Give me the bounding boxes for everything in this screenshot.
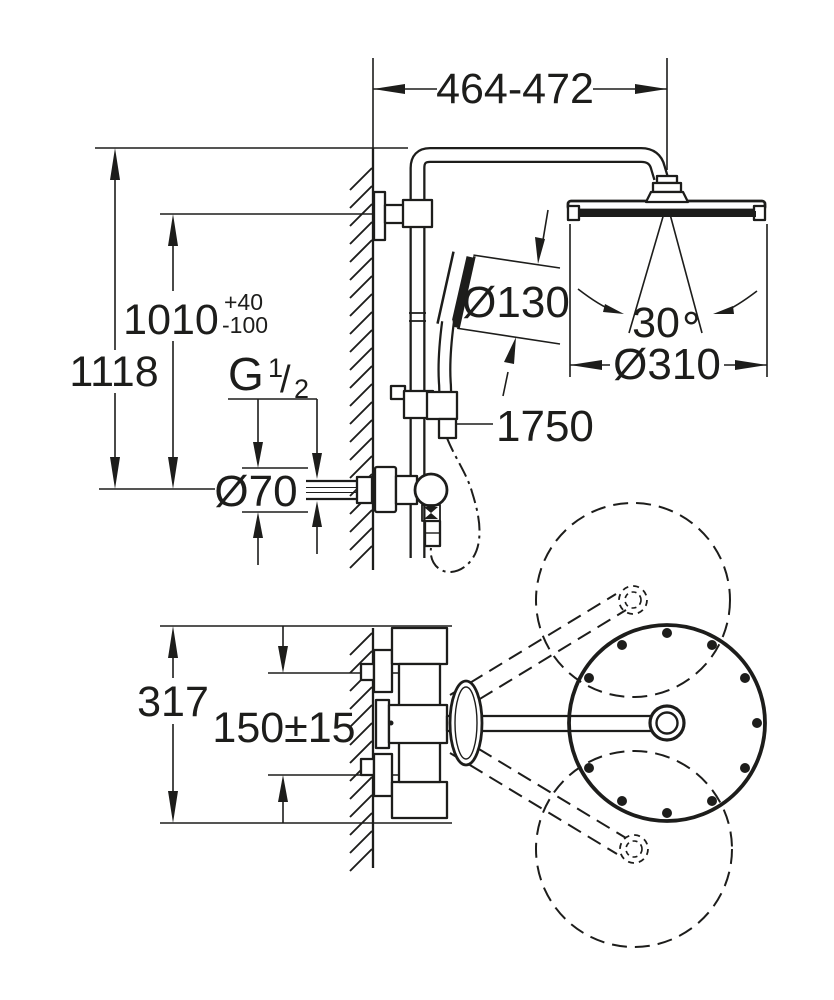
thread-size-label: G bbox=[228, 348, 264, 400]
valve-handle-right bbox=[392, 782, 447, 818]
hand-shower-cradle bbox=[427, 392, 457, 419]
front-wall bbox=[350, 148, 373, 570]
valve-knob bbox=[415, 474, 447, 506]
bracket-collar bbox=[403, 200, 432, 227]
front-wall-hatching bbox=[350, 168, 372, 568]
tolerance-minus-label: -100 bbox=[222, 312, 269, 338]
spray-face bbox=[580, 211, 756, 217]
supply-pipe bbox=[306, 477, 375, 503]
handshower-dia-label: Ø130 bbox=[462, 278, 570, 327]
supply-union-fitting bbox=[357, 477, 372, 503]
ball-collar bbox=[646, 192, 688, 202]
rail-height-label: 1010 bbox=[123, 296, 219, 344]
supply-spacing-label: 150±15 bbox=[212, 704, 356, 752]
depth-label: 317 bbox=[137, 678, 209, 726]
supply-stub-right bbox=[361, 759, 374, 775]
valve-escutcheon bbox=[375, 467, 396, 512]
thread-numerator: 1 bbox=[268, 353, 284, 383]
total-height-label: 1118 bbox=[69, 348, 159, 396]
head-dia-label: Ø310 bbox=[613, 340, 721, 389]
arm-width-label: 464-472 bbox=[436, 65, 594, 113]
hose-connector bbox=[439, 419, 456, 438]
spray-angle-degree: ° bbox=[682, 302, 701, 354]
arm-hub bbox=[389, 705, 447, 743]
hub-screw bbox=[389, 721, 394, 726]
hose-length-label: 1750 bbox=[496, 402, 594, 451]
hand-shower bbox=[391, 254, 471, 438]
thread-denominator: 2 bbox=[294, 374, 310, 404]
spray-angle-label: 30 bbox=[632, 299, 680, 347]
thread-slash: / bbox=[280, 359, 291, 401]
escutcheon-dia-label: Ø70 bbox=[214, 467, 298, 516]
head-shower-profile bbox=[568, 176, 765, 220]
tolerance-plus-label: +40 bbox=[224, 289, 264, 315]
supply-stub-left bbox=[361, 664, 374, 680]
valve-handle-left bbox=[392, 628, 447, 664]
head-shower-top bbox=[447, 625, 765, 821]
